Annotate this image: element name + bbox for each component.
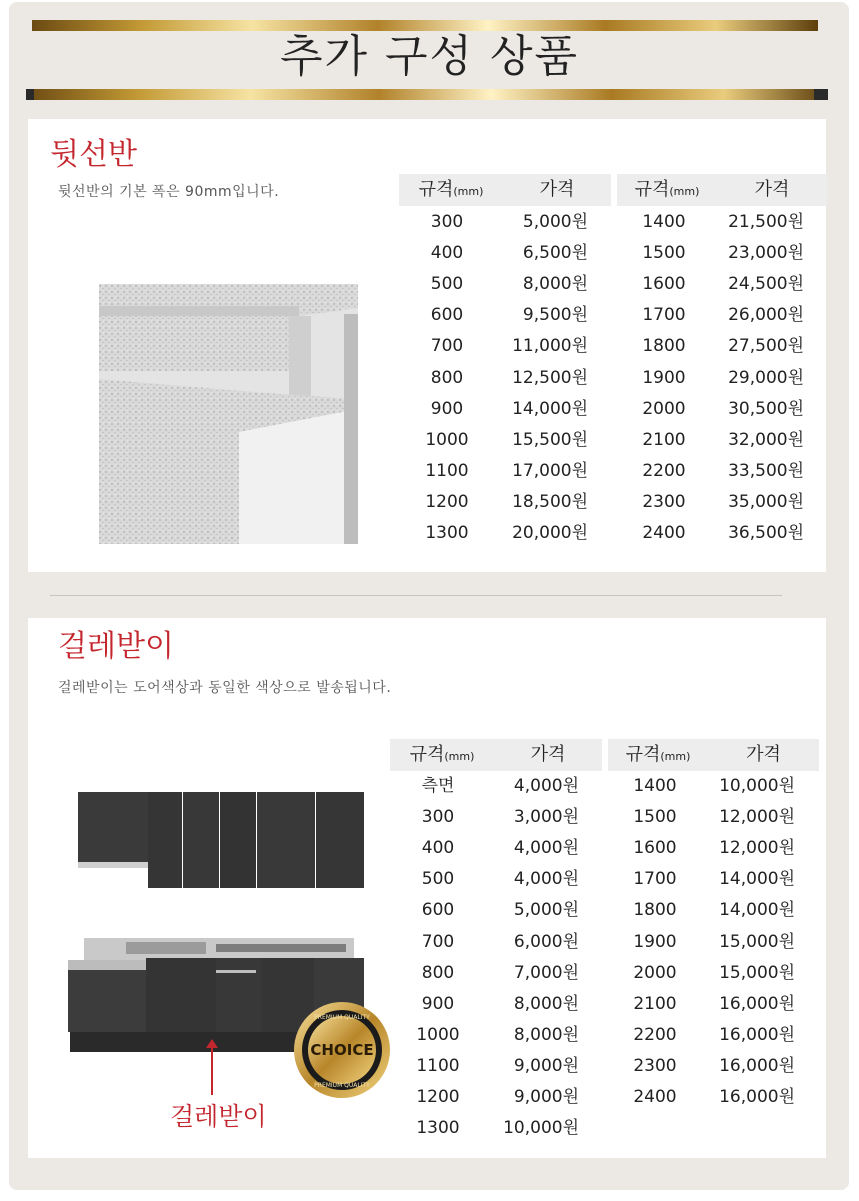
price-cell: 16,000원 xyxy=(719,1024,795,1045)
badge-bottom-text: PREMIUM QUALITY xyxy=(314,1082,370,1089)
price-cell: 17,000원 xyxy=(512,460,588,481)
spec-cell: 1700 xyxy=(642,305,686,326)
price-cell: 9,500원 xyxy=(522,305,588,326)
spec-cell: 1500 xyxy=(633,807,677,828)
gold-bar-bottom xyxy=(26,89,828,100)
price-cell: 35,000원 xyxy=(728,491,804,512)
section-description-baseboard: 걸레받이는 도어색상과 동일한 색상으로 발송됩니다. xyxy=(58,680,392,696)
spec-cell: 1400 xyxy=(633,776,677,796)
price-cell: 10,000원 xyxy=(503,1118,579,1139)
section-title-baseboard: 걸레받이 xyxy=(58,629,174,664)
spec-cell: 400 xyxy=(430,243,464,264)
price-cell: 26,000원 xyxy=(728,305,804,326)
spec-cell: 300 xyxy=(421,807,455,828)
spec-cell: 1800 xyxy=(642,336,686,357)
badge-main-text: CHOICE xyxy=(310,1041,374,1059)
spec-cell: 1900 xyxy=(633,931,677,952)
premium-choice-badge xyxy=(292,1000,392,1100)
spec-cell: 1600 xyxy=(633,838,677,859)
spec-cell: 1500 xyxy=(642,243,686,264)
spec-cell: 1200 xyxy=(425,491,469,512)
price-cell: 29,000원 xyxy=(728,367,804,388)
spec-cell: 1900 xyxy=(642,367,686,388)
spec-cell: 700 xyxy=(430,336,464,357)
table-header-back-shelf-right xyxy=(617,174,827,206)
table-header-baseboard-right xyxy=(608,739,819,771)
spec-cell: 2200 xyxy=(633,1024,677,1045)
header-spec: 규격(mm) xyxy=(634,179,700,200)
header-spec: 규격(mm) xyxy=(418,179,484,200)
section-description-back-shelf: 뒷선반의 기본 폭은 90mm입니다. xyxy=(58,184,280,200)
price-cell: 24,500원 xyxy=(728,274,804,295)
price-cell: 16,000원 xyxy=(719,1087,795,1107)
price-cell: 14,000원 xyxy=(719,900,795,921)
price-cell: 9,000원 xyxy=(513,1087,579,1107)
spec-cell: 800 xyxy=(430,367,464,388)
price-cell: 15,000원 xyxy=(719,931,795,952)
price-cell: 3,000원 xyxy=(513,807,579,828)
price-cell: 36,500원 xyxy=(728,523,804,543)
spec-cell: 1100 xyxy=(416,1055,460,1076)
spec-cell: 2000 xyxy=(633,962,677,983)
header-spec: 규격(mm) xyxy=(409,744,475,765)
page-title: 추가 구성 상품 xyxy=(280,31,579,82)
price-cell: 23,000원 xyxy=(728,243,804,264)
spec-cell: 1600 xyxy=(642,274,686,295)
price-cell: 15,000원 xyxy=(719,962,795,983)
back-shelf-photo xyxy=(99,284,358,544)
header-spec: 규격(mm) xyxy=(625,744,691,765)
badge-top-text: PREMIUM QUALITY xyxy=(314,1014,370,1021)
section-title-back-shelf: 뒷선반 xyxy=(50,137,137,172)
price-cell: 5,000원 xyxy=(513,900,579,921)
price-cell: 5,000원 xyxy=(522,212,588,232)
price-cell: 21,500원 xyxy=(728,212,804,232)
price-cell: 14,000원 xyxy=(719,869,795,890)
spec-cell: 2200 xyxy=(642,460,686,481)
spec-cell: 1100 xyxy=(425,460,469,481)
price-cell: 12,000원 xyxy=(719,807,795,828)
spec-cell: 600 xyxy=(430,305,464,326)
price-cell: 8,000원 xyxy=(513,1024,579,1045)
spec-cell: 1200 xyxy=(416,1087,460,1107)
price-cell: 14,000원 xyxy=(512,398,588,419)
header-price: 가격 xyxy=(530,744,566,765)
spec-cell: 2100 xyxy=(633,993,677,1014)
spec-cell: 1000 xyxy=(425,429,469,450)
arrow-up-icon xyxy=(211,1045,213,1095)
spec-cell: 1300 xyxy=(416,1118,460,1139)
spec-cell: 2400 xyxy=(633,1087,677,1107)
price-cell: 32,000원 xyxy=(728,429,804,450)
price-cell: 6,500원 xyxy=(522,243,588,264)
price-cell: 12,500원 xyxy=(512,367,588,388)
spec-cell: 1300 xyxy=(425,523,469,543)
price-cell: 15,500원 xyxy=(512,429,588,450)
spec-cell: 1800 xyxy=(633,900,677,921)
price-cell: 11,000원 xyxy=(512,336,588,357)
price-cell: 4,000원 xyxy=(513,869,579,890)
header-price: 가격 xyxy=(539,179,575,200)
spec-cell: 900 xyxy=(421,993,455,1014)
price-cell: 12,000원 xyxy=(719,838,795,859)
spec-cell: 2400 xyxy=(642,523,686,543)
spec-cell: 500 xyxy=(430,274,464,295)
spec-cell: 500 xyxy=(421,869,455,890)
table-header-baseboard-left xyxy=(390,739,602,771)
price-cell: 8,000원 xyxy=(522,274,588,295)
section-divider xyxy=(50,595,782,596)
price-cell: 27,500원 xyxy=(728,336,804,357)
spec-cell: 2300 xyxy=(642,491,686,512)
price-cell: 10,000원 xyxy=(719,776,795,796)
spec-cell: 300 xyxy=(430,212,464,232)
spec-cell: 600 xyxy=(421,900,455,921)
header-price: 가격 xyxy=(746,744,781,765)
spec-cell: 2000 xyxy=(642,398,686,419)
spec-cell: 800 xyxy=(421,962,455,983)
spec-cell: 측면 xyxy=(421,776,455,796)
price-cell: 16,000원 xyxy=(719,1055,795,1076)
header-price: 가격 xyxy=(754,179,790,200)
spec-cell: 2300 xyxy=(633,1055,677,1076)
table-header-back-shelf-left xyxy=(399,174,611,206)
price-cell: 16,000원 xyxy=(719,993,795,1014)
baseboard-photo-label: 걸레받이 xyxy=(170,1102,267,1131)
price-cell: 4,000원 xyxy=(513,838,579,859)
price-cell: 30,500원 xyxy=(728,398,804,419)
spec-cell: 1700 xyxy=(633,869,677,890)
price-cell: 20,000원 xyxy=(512,523,588,543)
spec-cell: 900 xyxy=(430,398,464,419)
price-cell: 8,000원 xyxy=(513,993,579,1014)
price-cell: 7,000원 xyxy=(513,962,579,983)
price-cell: 33,500원 xyxy=(728,460,804,481)
price-cell: 18,500원 xyxy=(512,491,588,512)
spec-cell: 1000 xyxy=(416,1024,460,1045)
spec-cell: 1400 xyxy=(642,212,686,232)
spec-cell: 2100 xyxy=(642,429,686,450)
price-cell: 4,000원 xyxy=(513,776,579,796)
price-cell: 6,000원 xyxy=(513,931,579,952)
spec-cell: 700 xyxy=(421,931,455,952)
spec-cell: 400 xyxy=(421,838,455,859)
price-cell: 9,000원 xyxy=(513,1055,579,1076)
